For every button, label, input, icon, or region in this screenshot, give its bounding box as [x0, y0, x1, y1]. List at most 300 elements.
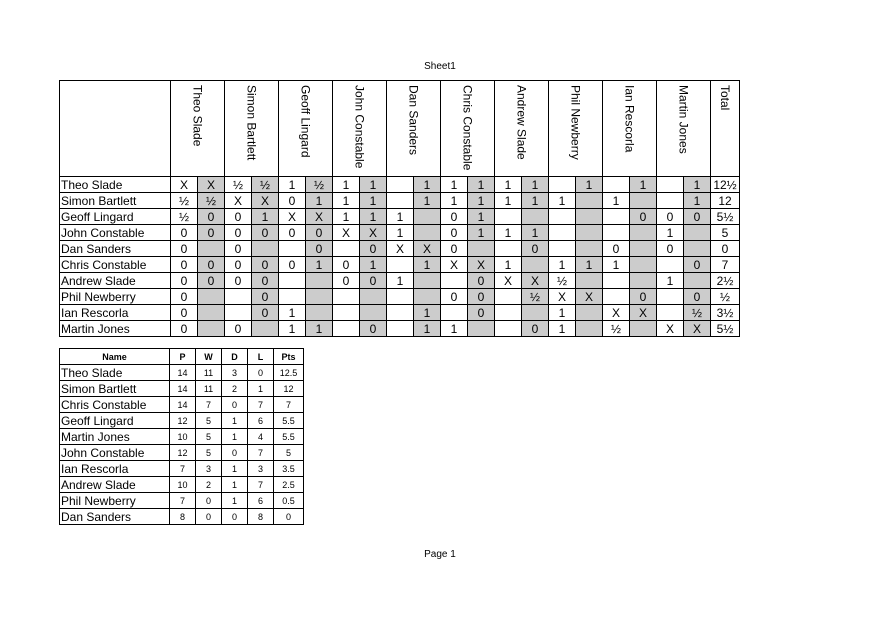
result-cell: 0 [441, 209, 468, 225]
result-cell [522, 305, 549, 321]
standings-value: 11 [196, 365, 222, 381]
standings-value: 0 [248, 365, 274, 381]
result-cell: 1 [630, 177, 657, 193]
result-cell: 1 [603, 193, 630, 209]
standings-player-name: Chris Constable [60, 397, 170, 413]
result-cell [306, 305, 333, 321]
result-cell: 0 [198, 257, 225, 273]
column-header-label: Andrew Slade [514, 85, 529, 160]
standings-value: 4 [248, 429, 274, 445]
column-header-label: Total [718, 85, 732, 111]
standings-value: 0 [222, 397, 248, 413]
standings-player-name: Martin Jones [60, 429, 170, 445]
result-cell [495, 321, 522, 337]
result-cell [333, 305, 360, 321]
result-cell: 1 [306, 257, 333, 273]
standings-table [59, 348, 304, 525]
result-cell: 0 [171, 257, 198, 273]
standings-player-name: Geoff Lingard [60, 413, 170, 429]
result-cell: 0 [252, 225, 279, 241]
column-header-label: Ian Rescorla [622, 85, 637, 153]
result-cell: 1 [441, 321, 468, 337]
standings-value: 12 [170, 445, 196, 461]
result-cell [549, 241, 576, 257]
table-row [60, 397, 304, 413]
result-cell: 0 [360, 321, 387, 337]
result-cell: 1 [333, 209, 360, 225]
result-cell [198, 289, 225, 305]
standings-value: 12 [170, 413, 196, 429]
result-cell [387, 305, 414, 321]
result-cell: 0 [657, 241, 684, 257]
result-cell: X [603, 305, 630, 321]
result-cell: X [414, 241, 441, 257]
result-cell: 0 [684, 209, 711, 225]
result-cell: 0 [630, 289, 657, 305]
row-player-name: Theo Slade [60, 177, 171, 193]
result-cell [306, 289, 333, 305]
result-cell [657, 289, 684, 305]
result-cell: X [468, 257, 495, 273]
standings-value: 0 [274, 509, 304, 525]
result-cell: ½ [171, 209, 198, 225]
row-player-name: Simon Bartlett [60, 193, 171, 209]
result-cell [576, 209, 603, 225]
standings-player-name: John Constable [60, 445, 170, 461]
column-header-label: Theo Slade [190, 85, 205, 147]
result-cell: 0 [468, 289, 495, 305]
result-cell: 1 [414, 321, 441, 337]
column-header-player [171, 81, 225, 177]
result-cell: X [198, 177, 225, 193]
standings-value: 7 [196, 397, 222, 413]
result-cell: 0 [171, 225, 198, 241]
result-cell: 1 [306, 193, 333, 209]
result-cell: X [657, 321, 684, 337]
result-cell: 0 [252, 289, 279, 305]
result-cell [495, 305, 522, 321]
row-player-name: Geoff Lingard [60, 209, 171, 225]
result-cell: 0 [603, 241, 630, 257]
table-row [60, 209, 740, 225]
row-total: 5½ [711, 209, 740, 225]
standings-value: 10 [170, 429, 196, 445]
standings-value: 7 [274, 397, 304, 413]
table-row [60, 365, 304, 381]
result-cell: 0 [468, 273, 495, 289]
standings-value: 12.5 [274, 365, 304, 381]
result-cell: 0 [225, 273, 252, 289]
result-cell: 0 [468, 305, 495, 321]
result-cell: 1 [279, 305, 306, 321]
standings-player-name: Andrew Slade [60, 477, 170, 493]
result-cell [630, 273, 657, 289]
table-row [60, 225, 740, 241]
result-cell: 0 [279, 257, 306, 273]
result-cell: 0 [630, 209, 657, 225]
result-cell [387, 177, 414, 193]
result-cell: 0 [441, 241, 468, 257]
result-cell: X [306, 209, 333, 225]
standings-value: 0 [196, 493, 222, 509]
table-row [60, 413, 304, 429]
result-cell: 0 [306, 241, 333, 257]
result-cell [684, 273, 711, 289]
standings-header-cell: P [170, 349, 196, 365]
result-cell: 0 [333, 257, 360, 273]
result-cell [279, 241, 306, 257]
column-header-player [549, 81, 603, 177]
result-cell: 0 [198, 225, 225, 241]
result-cell [495, 209, 522, 225]
result-cell [225, 289, 252, 305]
column-header-player [603, 81, 657, 177]
result-cell: 1 [495, 225, 522, 241]
standings-value: 7 [170, 461, 196, 477]
standings-value: 5.5 [274, 413, 304, 429]
result-cell: X [333, 225, 360, 241]
standings-player-name: Dan Sanders [60, 509, 170, 525]
standings-value: 2.5 [274, 477, 304, 493]
result-cell [414, 225, 441, 241]
result-cell: ½ [306, 177, 333, 193]
column-header-label: Phil Newberry [568, 85, 583, 160]
result-cell: 0 [657, 209, 684, 225]
result-cell: 0 [198, 273, 225, 289]
result-cell [657, 257, 684, 273]
table-row [60, 289, 740, 305]
result-cell [630, 241, 657, 257]
result-cell [387, 193, 414, 209]
result-cell [603, 273, 630, 289]
standings-value: 14 [170, 381, 196, 397]
crosstable [59, 80, 740, 337]
result-cell [360, 305, 387, 321]
result-cell: 0 [684, 257, 711, 273]
result-cell: 1 [441, 177, 468, 193]
result-cell: 0 [171, 289, 198, 305]
column-header-player [279, 81, 333, 177]
result-cell [603, 289, 630, 305]
standings-header-cell: W [196, 349, 222, 365]
row-player-name: Dan Sanders [60, 241, 171, 257]
result-cell: 0 [171, 241, 198, 257]
result-cell: ½ [603, 321, 630, 337]
result-cell [576, 305, 603, 321]
result-cell [468, 321, 495, 337]
result-cell: 0 [225, 209, 252, 225]
result-cell: X [630, 305, 657, 321]
result-cell: X [576, 289, 603, 305]
standings-player-name: Simon Bartlett [60, 381, 170, 397]
result-cell: ½ [198, 193, 225, 209]
result-cell: 1 [576, 177, 603, 193]
result-cell [198, 305, 225, 321]
result-cell: X [684, 321, 711, 337]
row-total: ½ [711, 289, 740, 305]
result-cell: X [441, 257, 468, 273]
result-cell: 1 [387, 273, 414, 289]
result-cell: 0 [360, 273, 387, 289]
result-cell: 0 [441, 289, 468, 305]
column-header-label: Geoff Lingard [298, 85, 313, 158]
result-cell: 1 [333, 177, 360, 193]
standings-value: 0 [222, 509, 248, 525]
column-header-player [333, 81, 387, 177]
result-cell: 0 [279, 225, 306, 241]
result-cell: 1 [603, 257, 630, 273]
standings-value: 1 [222, 413, 248, 429]
result-cell: 0 [279, 193, 306, 209]
result-cell: 1 [468, 209, 495, 225]
result-cell: 1 [549, 321, 576, 337]
column-header-label: Simon Bartlett [244, 85, 259, 161]
result-cell: 0 [684, 289, 711, 305]
result-cell [576, 193, 603, 209]
row-player-name: Chris Constable [60, 257, 171, 273]
row-player-name: Martin Jones [60, 321, 171, 337]
standings-value: 5 [196, 445, 222, 461]
result-cell: 1 [414, 257, 441, 273]
standings-value: 1 [222, 493, 248, 509]
row-player-name: Ian Rescorla [60, 305, 171, 321]
result-cell: 1 [576, 257, 603, 273]
result-cell: 0 [171, 273, 198, 289]
corner-cell [60, 81, 171, 177]
row-total: 12 [711, 193, 740, 209]
result-cell: 1 [279, 177, 306, 193]
result-cell: 0 [360, 241, 387, 257]
result-cell [468, 241, 495, 257]
result-cell: 1 [387, 225, 414, 241]
result-cell: 0 [171, 321, 198, 337]
standings-value: 1 [222, 429, 248, 445]
result-cell: 1 [387, 209, 414, 225]
result-cell [387, 257, 414, 273]
table-row [60, 509, 304, 525]
result-cell [630, 321, 657, 337]
standings-value: 6 [248, 493, 274, 509]
standings-player-name: Ian Rescorla [60, 461, 170, 477]
standings-value: 3.5 [274, 461, 304, 477]
table-row [60, 429, 304, 445]
result-cell [387, 289, 414, 305]
result-cell: 1 [360, 193, 387, 209]
column-header-label: John Constable [352, 85, 367, 169]
result-cell: 1 [495, 177, 522, 193]
result-cell: 1 [333, 193, 360, 209]
standings-value: 1 [222, 461, 248, 477]
result-cell: 0 [252, 305, 279, 321]
standings-header-cell: D [222, 349, 248, 365]
table-row [60, 305, 740, 321]
column-header-player [441, 81, 495, 177]
result-cell: 1 [522, 225, 549, 241]
result-cell: 1 [414, 193, 441, 209]
standings-value: 8 [248, 509, 274, 525]
page-footer: Page 1 [424, 549, 456, 560]
row-total: 5½ [711, 321, 740, 337]
result-cell: ½ [522, 289, 549, 305]
table-row [60, 477, 304, 493]
result-cell [279, 273, 306, 289]
row-player-name: Andrew Slade [60, 273, 171, 289]
result-cell [252, 241, 279, 257]
standings-value: 5 [196, 429, 222, 445]
result-cell [225, 305, 252, 321]
result-cell: X [279, 209, 306, 225]
result-cell [684, 225, 711, 241]
standings-value: 7 [248, 445, 274, 461]
row-player-name: John Constable [60, 225, 171, 241]
crosstable-header-row [60, 81, 740, 177]
result-cell [414, 209, 441, 225]
standings-value: 14 [170, 397, 196, 413]
standings-value: 3 [248, 461, 274, 477]
result-cell: 1 [657, 273, 684, 289]
result-cell [576, 225, 603, 241]
column-header-label: Chris Constable [460, 85, 475, 171]
result-cell: 1 [522, 177, 549, 193]
result-cell [549, 177, 576, 193]
standings-value: 0 [196, 509, 222, 525]
row-total: 3½ [711, 305, 740, 321]
result-cell: X [549, 289, 576, 305]
result-cell: 0 [252, 273, 279, 289]
standings-value: 5 [196, 413, 222, 429]
result-cell: X [495, 273, 522, 289]
result-cell [495, 241, 522, 257]
result-cell: 1 [522, 193, 549, 209]
standings-header-cell: Pts [274, 349, 304, 365]
result-cell: 0 [306, 225, 333, 241]
result-cell [306, 273, 333, 289]
standings-value: 7 [170, 493, 196, 509]
result-cell [198, 321, 225, 337]
result-cell: X [522, 273, 549, 289]
row-total: 2½ [711, 273, 740, 289]
standings-value: 0.5 [274, 493, 304, 509]
result-cell: 1 [306, 321, 333, 337]
result-cell: 1 [441, 193, 468, 209]
result-cell [630, 225, 657, 241]
result-cell: 1 [549, 257, 576, 273]
table-row [60, 193, 740, 209]
result-cell [630, 193, 657, 209]
result-cell [333, 289, 360, 305]
row-total: 0 [711, 241, 740, 257]
result-cell: 0 [171, 305, 198, 321]
standings-value: 0 [222, 445, 248, 461]
column-header-label: Martin Jones [676, 85, 691, 154]
standings-player-name: Theo Slade [60, 365, 170, 381]
standings-header-cell: L [248, 349, 274, 365]
table-row [60, 461, 304, 477]
result-cell [603, 177, 630, 193]
result-cell: 0 [225, 257, 252, 273]
result-cell: 1 [252, 209, 279, 225]
standings-header-cell: Name [60, 349, 170, 365]
result-cell: 1 [549, 305, 576, 321]
result-cell: 1 [468, 177, 495, 193]
result-cell [414, 289, 441, 305]
standings-header-row [60, 349, 304, 365]
result-cell [576, 321, 603, 337]
column-header-player [657, 81, 711, 177]
table-row [60, 177, 740, 193]
result-cell: 0 [333, 273, 360, 289]
standings-value: 6 [248, 413, 274, 429]
standings-value: 14 [170, 365, 196, 381]
result-cell [657, 193, 684, 209]
result-cell [279, 289, 306, 305]
standings-value: 10 [170, 477, 196, 493]
sheet-title: Sheet1 [424, 61, 456, 72]
result-cell [657, 305, 684, 321]
result-cell [414, 273, 441, 289]
row-total: 12½ [711, 177, 740, 193]
result-cell: 1 [414, 305, 441, 321]
standings-value: 7 [248, 477, 274, 493]
result-cell: 1 [495, 193, 522, 209]
result-cell: X [171, 177, 198, 193]
column-header-player [387, 81, 441, 177]
table-row [60, 445, 304, 461]
result-cell: 1 [684, 193, 711, 209]
result-cell: ½ [171, 193, 198, 209]
standings-value: 8 [170, 509, 196, 525]
table-row [60, 241, 740, 257]
standings-player-name: Phil Newberry [60, 493, 170, 509]
result-cell: X [252, 193, 279, 209]
result-cell: 0 [252, 257, 279, 273]
result-cell: ½ [252, 177, 279, 193]
result-cell [360, 289, 387, 305]
result-cell: 0 [522, 241, 549, 257]
table-row [60, 321, 740, 337]
result-cell: 0 [225, 241, 252, 257]
result-cell: 1 [657, 225, 684, 241]
row-player-name: Phil Newberry [60, 289, 171, 305]
result-cell: 0 [198, 209, 225, 225]
result-cell [603, 209, 630, 225]
result-cell: 1 [468, 225, 495, 241]
standings-value: 2 [196, 477, 222, 493]
result-cell [495, 289, 522, 305]
result-cell: 1 [360, 209, 387, 225]
result-cell: 1 [549, 193, 576, 209]
result-cell: 0 [225, 321, 252, 337]
result-cell [333, 321, 360, 337]
result-cell [630, 257, 657, 273]
result-cell [576, 241, 603, 257]
result-cell: X [225, 193, 252, 209]
result-cell [198, 241, 225, 257]
result-cell: 0 [225, 225, 252, 241]
standings-value: 5.5 [274, 429, 304, 445]
result-cell: 1 [360, 257, 387, 273]
result-cell: 1 [684, 177, 711, 193]
standings-value: 1 [248, 381, 274, 397]
standings-value: 3 [196, 461, 222, 477]
result-cell [441, 273, 468, 289]
row-total: 5 [711, 225, 740, 241]
result-cell [576, 273, 603, 289]
standings-value: 12 [274, 381, 304, 397]
standings-value: 3 [222, 365, 248, 381]
result-cell: X [360, 225, 387, 241]
standings-value: 5 [274, 445, 304, 461]
